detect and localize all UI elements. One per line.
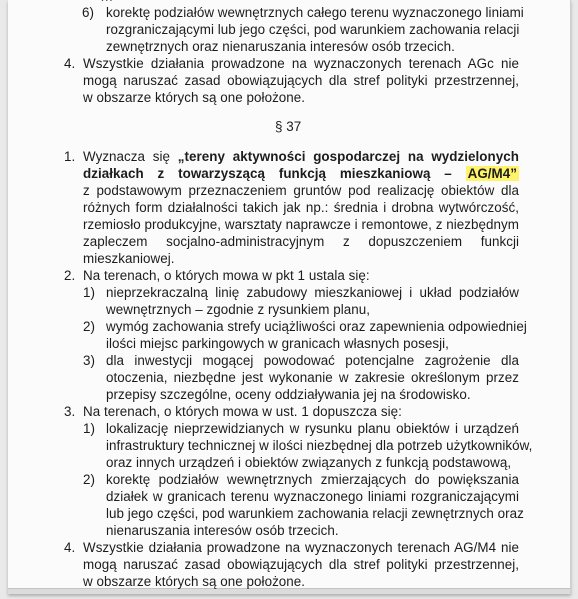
item-line: lub jego części, pod warunkiem zachowania relacji zewnętrznych oraz — [106, 506, 524, 521]
paragraph-intro: Na terenach, o których mowa w pkt 1 ustala się: — [83, 268, 370, 283]
item-number: 1) — [83, 285, 96, 300]
paragraph-number: 1. — [64, 149, 76, 164]
item-line: otoczenia, niezbędne jest wykonanie w zakresie określonym przez — [106, 370, 519, 385]
highlighted-code: AG/M4” — [467, 166, 517, 181]
bold-term: „tereny aktywności gospodarczej na wydzielonych — [177, 149, 519, 164]
paragraph-number: 4. — [64, 540, 76, 555]
paragraph-line: Wszystkie działania prowadzone na wyznaczonych terenach AGc nie — [83, 56, 519, 71]
item-line: korektę podziałów wewnętrznych zmierzających do powiększania — [106, 472, 519, 487]
paragraph-line: mogą naruszać zasad obowiązujących dla stref polityki przestrzennej, — [83, 557, 519, 572]
paragraph-line: Wszystkie działania prowadzone na wyznaczonych terenach AG/M4 nie — [83, 540, 519, 555]
item-number: 1) — [83, 421, 96, 436]
item-line: działek w granicach terenu wyznaczonego liniami rozgraniczającymi — [106, 489, 519, 504]
item-line: lokalizację nieprzewidzianych w rysunku planu obiektów i urządzeń — [106, 421, 519, 436]
paragraph-line: mieszkaniowej. — [83, 251, 175, 266]
paragraph-line — [83, 148, 519, 165]
item-line: przepisy szczególne, oceny oddziaływania jej na środowisko. — [106, 387, 471, 402]
item-number: 2) — [83, 319, 96, 334]
item-line: ilości miejsc parkingowych w granicach własnych posesji, — [106, 336, 449, 351]
paragraph-line: z podstawowym przeznaczeniem gruntów pod realizację obiektów dla — [83, 183, 519, 198]
item-number: 6) — [82, 5, 95, 20]
paragraph-number: 3. — [64, 404, 76, 419]
paragraph-line: zapleczem socjalno-administracyjnym z dopuszczeniem funkcji — [83, 234, 519, 249]
section-title: § 37 — [275, 119, 302, 134]
paragraph-number: 2. — [64, 268, 76, 283]
item-line: oraz innych urządzeń i obiektów związanych z funkcją podstawową, — [106, 455, 512, 470]
item-line: infrastruktury technicznej w ilości niezbędnej dla potrzeb użytkowników, — [106, 438, 533, 453]
item-line: wymóg zachowania strefy uciążliwości oraz zapewnienia odpowiedniej — [106, 319, 527, 334]
paragraph-line: w obszarze których są one położone. — [83, 90, 306, 105]
paragraph-line: różnych form działalności takich jak np.: średnia i drobna wytwórczość, — [83, 200, 519, 215]
text-span: Wyznacza się — [83, 149, 178, 164]
paragraph-line: rzemiosło produkcyjne, warsztaty naprawcze i remontowe, z niezbędnym — [83, 217, 519, 232]
item-line: korektę podziałów wewnętrznych całego terenu wyznaczonego liniami — [106, 5, 524, 20]
item-line: nienaruszania interesów osób trzecich. — [106, 523, 339, 538]
paragraph-line — [83, 165, 519, 182]
paragraph-intro: Na terenach, o których mowa w ust. 1 dopuszcza się: — [83, 404, 402, 419]
item-line: wewnętrznych – zgodnie z rysunkiem planu, — [106, 302, 371, 317]
item-line: dla inwestycji mogącej powodować potencjalne zagrożenie dla — [106, 353, 519, 368]
item-number: 3) — [83, 353, 96, 368]
item-number: 2) — [83, 472, 96, 487]
paragraph-number: 4. — [64, 56, 76, 71]
bold-term: działkach z towarzyszącą funkcją mieszkaniową – — [83, 166, 466, 181]
paragraph-line: mogą naruszać zasad obowiązujących dla stref polityki przestrzennej, — [83, 73, 519, 88]
paragraph-line: w obszarze których są one położone. — [83, 574, 306, 589]
item-line: nieprzekraczalną linię zabudowy mieszkaniowej i układ podziałów — [106, 285, 519, 300]
item-line: rozgraniczającymi lub jego części, pod warunkiem zachowania relacji — [106, 22, 520, 37]
item-line: zewnętrznych oraz nienaruszania interesów osób trzecich. — [106, 39, 455, 54]
